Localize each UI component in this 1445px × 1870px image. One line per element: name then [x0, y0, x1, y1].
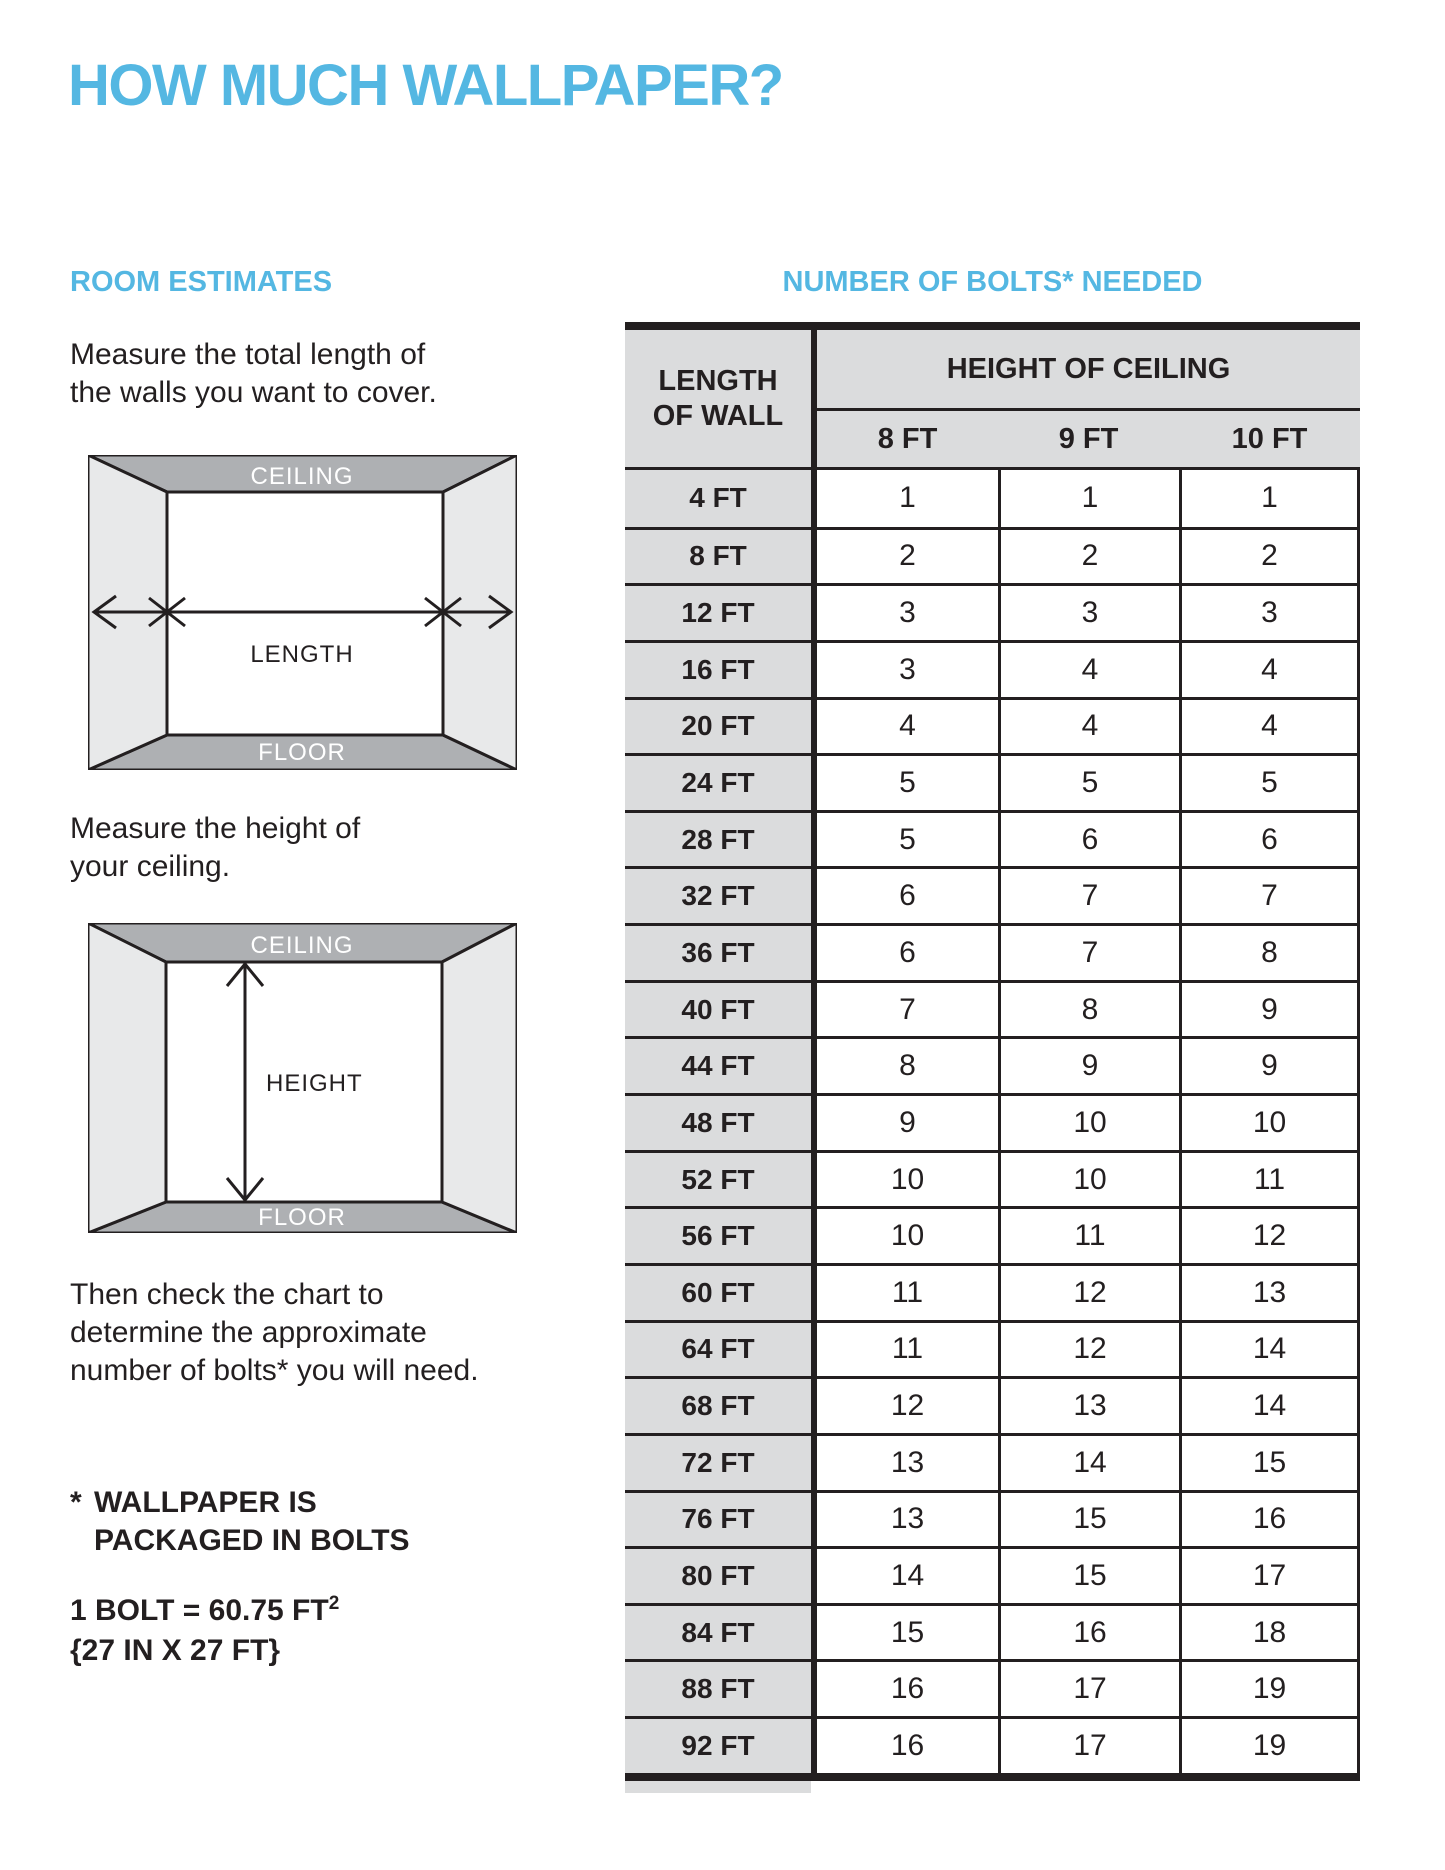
- bolt-count-cell: 5: [1179, 753, 1360, 810]
- bolt-count-cell: 4: [1179, 697, 1360, 754]
- table-row: [625, 1263, 1360, 1320]
- wall-length-cell: 44 FT: [625, 1036, 811, 1093]
- bolt-count-cell: 2: [998, 527, 1179, 584]
- bolt-count-cell: 16: [998, 1603, 1179, 1660]
- length-label: LENGTH: [250, 641, 354, 668]
- table-row: [625, 1433, 1360, 1490]
- wall-length-cell: 48 FT: [625, 1093, 811, 1150]
- bolt-count-cell: 16: [1179, 1490, 1360, 1547]
- bolt-count-cell: 14: [817, 1546, 998, 1603]
- bolt-count-cell: 3: [1179, 583, 1360, 640]
- bolt-count-cell: 3: [817, 583, 998, 640]
- table-row: [625, 1603, 1360, 1660]
- bolt-count-cell: 16: [817, 1659, 998, 1716]
- length-of-wall-header: [625, 330, 811, 467]
- table-row: [625, 753, 1360, 810]
- instruction-line: number of bolts* you will need.: [70, 1354, 479, 1387]
- bolt-count-cell: 12: [1179, 1206, 1360, 1263]
- column-header-9ft: 9 FT: [1058, 422, 1119, 455]
- wall-length-cell: 36 FT: [625, 923, 811, 980]
- bolt-count-cell: 9: [817, 1093, 998, 1150]
- table-row: [625, 1206, 1360, 1263]
- bolt-count-cell: 1: [998, 470, 1179, 527]
- bolt-count-cell: 5: [998, 753, 1179, 810]
- bolt-count-cell: 12: [998, 1263, 1179, 1320]
- right-wall: [442, 923, 517, 1233]
- instruction-measure-height: [70, 810, 360, 886]
- bolt-count-cell: 12: [817, 1376, 998, 1433]
- bolt-count-cell: 17: [998, 1659, 1179, 1716]
- wall-length-cell: 68 FT: [625, 1376, 811, 1433]
- instruction-line: Then check the chart to: [70, 1278, 384, 1311]
- table-row: [625, 1150, 1360, 1207]
- bolt-count-cell: 7: [998, 866, 1179, 923]
- bolt-count-cell: 11: [817, 1320, 998, 1377]
- bolt-count-cell: 13: [817, 1433, 998, 1490]
- bolt-count-cell: 10: [817, 1150, 998, 1207]
- ceiling-height-column-headers: [817, 411, 1360, 467]
- bolt-count-cell: 14: [1179, 1320, 1360, 1377]
- height-label: HEIGHT: [266, 1070, 363, 1097]
- bolt-count-cell: 3: [998, 583, 1179, 640]
- column-header-8ft: 8 FT: [877, 422, 938, 455]
- bolt-count-cell: 7: [817, 980, 998, 1037]
- bolt-count-cell: 15: [1179, 1433, 1360, 1490]
- bolt-count-cell: 2: [817, 527, 998, 584]
- table-row: [625, 1376, 1360, 1433]
- bolt-count-cell: 16: [817, 1716, 998, 1773]
- table-row: [625, 1716, 1360, 1773]
- table-heading: NUMBER OF BOLTS* NEEDED: [782, 266, 1203, 298]
- bolt-count-cell: 11: [1179, 1150, 1360, 1207]
- wall-length-cell: 56 FT: [625, 1206, 811, 1263]
- wall-length-cell: 64 FT: [625, 1320, 811, 1377]
- column-header-10ft: 10 FT: [1231, 422, 1308, 455]
- bolt-count-cell: 15: [817, 1603, 998, 1660]
- bolt-count-cell: 8: [1179, 923, 1360, 980]
- room-length-diagram: [88, 455, 517, 770]
- wall-length-cell: 20 FT: [625, 697, 811, 754]
- wallpaper-note: [70, 1484, 410, 1560]
- table-row: [625, 923, 1360, 980]
- bolt-count-cell: 15: [998, 1490, 1179, 1547]
- bolt-count-cell: 14: [1179, 1376, 1360, 1433]
- bolt-count-cell: 6: [1179, 810, 1360, 867]
- bolt-count-cell: 13: [817, 1490, 998, 1547]
- bolt-equation-superscript: 2: [328, 1593, 340, 1614]
- table-row: [625, 1093, 1360, 1150]
- table-row: [625, 697, 1360, 754]
- left-wall: [88, 923, 166, 1233]
- instruction-check-chart: [70, 1276, 479, 1390]
- bolt-count-cell: 5: [817, 810, 998, 867]
- bolts-table: [625, 322, 1360, 1793]
- bolt-count-cell: 8: [817, 1036, 998, 1093]
- footnote-asterisk: *: [70, 1486, 82, 1519]
- bolt-count-cell: 10: [998, 1093, 1179, 1150]
- table-row: [625, 1546, 1360, 1603]
- bolt-count-cell: 9: [1179, 1036, 1360, 1093]
- bolt-count-cell: 10: [998, 1150, 1179, 1207]
- wall-length-cell: 8 FT: [625, 527, 811, 584]
- length-of-wall-line: LENGTH: [658, 364, 778, 397]
- instruction-line: the walls you want to cover.: [70, 376, 437, 409]
- table-row: [625, 527, 1360, 584]
- floor-label: FLOOR: [258, 739, 346, 766]
- bolt-count-cell: 3: [817, 640, 998, 697]
- bolt-count-cell: 7: [998, 923, 1179, 980]
- table-footer-tail: [625, 1781, 811, 1793]
- wall-length-cell: 4 FT: [625, 470, 811, 527]
- bolt-count-cell: 14: [998, 1433, 1179, 1490]
- ceiling-label: CEILING: [250, 463, 354, 490]
- table-row: [625, 810, 1360, 867]
- footnote-line: WALLPAPER IS: [94, 1486, 317, 1519]
- wall-length-cell: 72 FT: [625, 1433, 811, 1490]
- bolt-count-cell: 18: [1179, 1603, 1360, 1660]
- instruction-line: your ceiling.: [70, 850, 231, 883]
- bolt-count-cell: 17: [998, 1716, 1179, 1773]
- table-header: [625, 330, 1360, 467]
- bolt-equation-text: 1 BOLT = 60.75 FT: [70, 1594, 329, 1627]
- wall-length-cell: 52 FT: [625, 1150, 811, 1207]
- table-row: [625, 1320, 1360, 1377]
- ceiling-label: CEILING: [250, 932, 354, 959]
- bolt-count-cell: 5: [817, 753, 998, 810]
- bolt-count-cell: 8: [998, 980, 1179, 1037]
- bolt-count-cell: 10: [817, 1206, 998, 1263]
- bolt-count-cell: 10: [1179, 1093, 1360, 1150]
- bolt-count-cell: 2: [1179, 527, 1360, 584]
- bolt-count-cell: 9: [1179, 980, 1360, 1037]
- wall-length-cell: 80 FT: [625, 1546, 811, 1603]
- bolt-count-cell: 6: [817, 866, 998, 923]
- bolt-count-cell: 15: [998, 1546, 1179, 1603]
- wall-length-cell: 40 FT: [625, 980, 811, 1037]
- wall-length-cell: 28 FT: [625, 810, 811, 867]
- table-top-border: [625, 322, 1360, 330]
- wall-length-cell: 76 FT: [625, 1490, 811, 1547]
- instruction-measure-length: [70, 336, 437, 412]
- height-of-ceiling-header: HEIGHT OF CEILING: [817, 330, 1360, 408]
- bolt-count-cell: 11: [998, 1206, 1179, 1263]
- wall-length-cell: 32 FT: [625, 866, 811, 923]
- wall-length-cell: 16 FT: [625, 640, 811, 697]
- length-of-wall-line: OF WALL: [652, 399, 784, 432]
- table-bottom-border: [625, 1773, 1360, 1781]
- bolt-count-cell: 1: [817, 470, 998, 527]
- bolt-count-cell: 13: [1179, 1263, 1360, 1320]
- bolt-count-cell: 7: [1179, 866, 1360, 923]
- table-body: [625, 470, 1360, 1773]
- room-height-diagram: [88, 923, 517, 1233]
- ceiling-height-header-group: [811, 330, 1360, 467]
- wall-length-cell: 92 FT: [625, 1716, 811, 1773]
- wall-length-cell: 12 FT: [625, 583, 811, 640]
- table-row: [625, 980, 1360, 1037]
- section-heading-room-estimates: ROOM ESTIMATES: [70, 266, 333, 298]
- bolt-count-cell: 4: [998, 697, 1179, 754]
- wall-length-cell: 60 FT: [625, 1263, 811, 1320]
- wall-length-cell: 24 FT: [625, 753, 811, 810]
- floor-label: FLOOR: [258, 1204, 346, 1231]
- bolt-count-cell: 9: [998, 1036, 1179, 1093]
- bolt-definition: [70, 1584, 339, 1671]
- bolt-count-cell: 17: [1179, 1546, 1360, 1603]
- instruction-line: Measure the total length of: [70, 338, 426, 371]
- page-title: HOW MUCH WALLPAPER?: [68, 53, 783, 118]
- bolt-count-cell: 4: [1179, 640, 1360, 697]
- bolt-count-cell: 12: [998, 1320, 1179, 1377]
- bolt-count-cell: 6: [998, 810, 1179, 867]
- table-row: [625, 866, 1360, 923]
- wall-length-cell: 84 FT: [625, 1603, 811, 1660]
- table-row: [625, 1036, 1360, 1093]
- bolt-dimensions: {27 IN X 27 FT}: [70, 1634, 281, 1667]
- instruction-line: determine the approximate: [70, 1316, 427, 1349]
- bolt-count-cell: 6: [817, 923, 998, 980]
- table-row: [625, 470, 1360, 527]
- instruction-line: Measure the height of: [70, 812, 361, 845]
- bolt-equation: [70, 1584, 339, 1631]
- bolt-count-cell: 1: [1179, 470, 1360, 527]
- bolt-count-cell: 4: [817, 697, 998, 754]
- bolt-count-cell: 4: [998, 640, 1179, 697]
- bolt-count-cell: 19: [1179, 1659, 1360, 1716]
- bolt-count-cell: 11: [817, 1263, 998, 1320]
- wall-length-cell: 88 FT: [625, 1659, 811, 1716]
- table-row: [625, 640, 1360, 697]
- bolt-count-cell: 19: [1179, 1716, 1360, 1773]
- table-row: [625, 583, 1360, 640]
- footnote-line: PACKAGED IN BOLTS: [94, 1524, 410, 1557]
- table-row: [625, 1659, 1360, 1716]
- bolt-count-cell: 13: [998, 1376, 1179, 1433]
- table-row: [625, 1490, 1360, 1547]
